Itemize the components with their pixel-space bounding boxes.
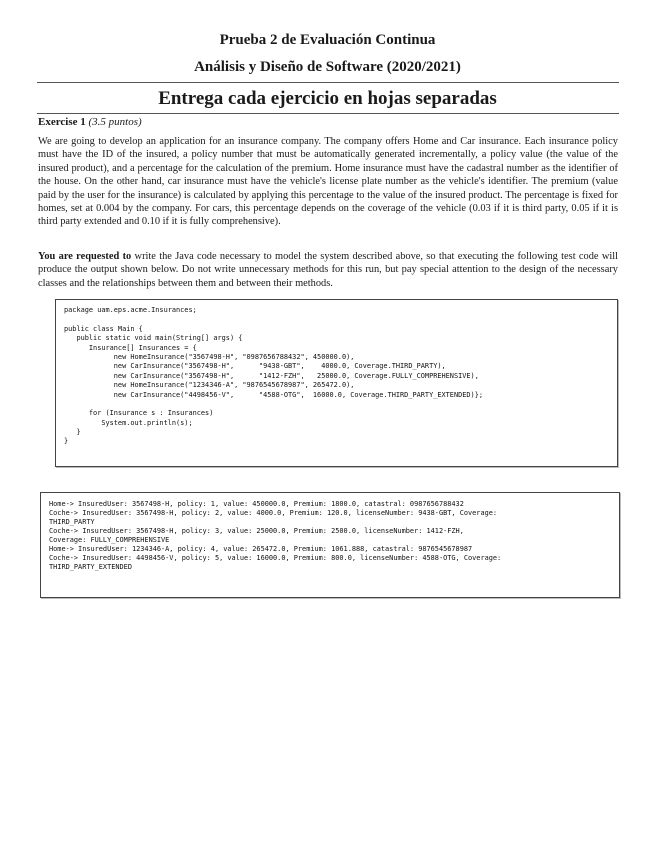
divider — [37, 113, 619, 114]
code-line: } — [64, 428, 81, 437]
output-line: Coche-> InsuredUser: 3567498-H, policy: 2, value: 4000.0, Premium: 120.0, licenseNumber: 9438-GBT, Coverage: — [49, 509, 498, 517]
output-line: Coche-> InsuredUser: 4498456-V, policy: 5, value: 16000.0, Premium: 800.0, licenseNumber: 4588-OTG, Coverage: — [49, 554, 502, 562]
code-line: } — [64, 437, 69, 446]
request-bold: You are requested to — [38, 251, 132, 262]
course-title: Análisis y Diseño de Software (2020/2021) — [194, 59, 461, 75]
code-line: for (Insurance s : Insurances) — [64, 409, 214, 418]
main-heading: Entrega cada ejercicio en hojas separadas — [158, 88, 497, 109]
code-line: System.out.println(s); — [64, 418, 193, 427]
exercise-request — [38, 250, 618, 290]
output-line: Coverage: FULLY_COMPREHENSIVE — [49, 536, 170, 544]
code-line: new HomeInsurance("1234346-A", "9876545678987", 265472.0), — [64, 381, 355, 390]
code-block — [55, 299, 618, 467]
output-line: Home-> InsuredUser: 1234346-A, policy: 4, value: 265472.0, Premium: 1061.888, catastral: 9876545678987 — [49, 545, 473, 553]
exam-title: Prueba 2 de Evaluación Continua — [219, 32, 436, 48]
output-line: Home-> InsuredUser: 3567498-H, policy: 1, value: 450000.0, Premium: 1800.0, catastral: 0987656788432 — [49, 500, 464, 508]
code-line: public static void main(String[] args) { — [64, 334, 243, 343]
code-line: Insurance[] Insurances = { — [64, 343, 197, 352]
code-line — [64, 400, 483, 409]
divider — [37, 82, 619, 83]
code-line: package uam.eps.acme.Insurances; — [64, 306, 197, 314]
exercise-description: We are going to develop an application for an insurance company. The company offers Home and Car insurance. Each insurance policy must have the ID of the insured, a policy number that must be automatically generated incrementally, a policy value (the value of the insured product), and a percentage for the calculation of the premium. Home insurance must have the cadastral number as the identifier of the house. On the other hand, car insurance must have the vehicle's license plate number as the vehicle's identifier. The premium (value paid by the user for the insurance) is calculated by applying this percentage to the value of the insured product. The percentage is fixed for homes, set at 0.004 by the company. For cars, this percentage depends on the coverage of the vehicle (0.03 if it is third party, 0.05 if it is third party extended and 0.10 if it is fully comprehensive). — [38, 136, 618, 228]
exercise-title — [38, 116, 142, 128]
output-line: THIRD_PARTY — [49, 518, 95, 526]
output-line: THIRD_PARTY_EXTENDED — [49, 563, 132, 571]
code-line: new HomeInsurance("3567498-H", "0987656788432", 450000.0), — [64, 352, 355, 361]
exercise-label: Exercise 1 — [38, 116, 86, 128]
output-block — [40, 492, 620, 598]
code-line — [64, 315, 483, 324]
code-line: public class Main { — [64, 324, 143, 333]
code-line: new CarInsurance("3567498-H", "9438-GBT", 4000.0, Coverage.THIRD_PARTY), — [64, 362, 446, 371]
output-line: Coche-> InsuredUser: 3567498-H, policy: 3, value: 25000.0, Premium: 2500.0, licenseNumber: 1412-FZH, — [49, 527, 464, 535]
exercise-points: (3.5 puntos) — [88, 116, 142, 128]
code-listing — [64, 306, 483, 447]
code-line: new CarInsurance("3567498-H", "1412-FZH", 25000.0, Coverage.FULLY_COMPREHENSIVE), — [64, 371, 479, 380]
request-text: write the Java code necessary to model the system described above, so that executing the following test code will produce the output shown below. Do not write unnecessary methods for this run, but pay special attention to the design of the necessary classes and the relationships between them and between their methods. — [38, 251, 618, 289]
code-line: new CarInsurance("4498456-V", "4588-OTG", 16000.0, Coverage.THIRD_PARTY_EXTENDED)}; — [64, 390, 483, 399]
